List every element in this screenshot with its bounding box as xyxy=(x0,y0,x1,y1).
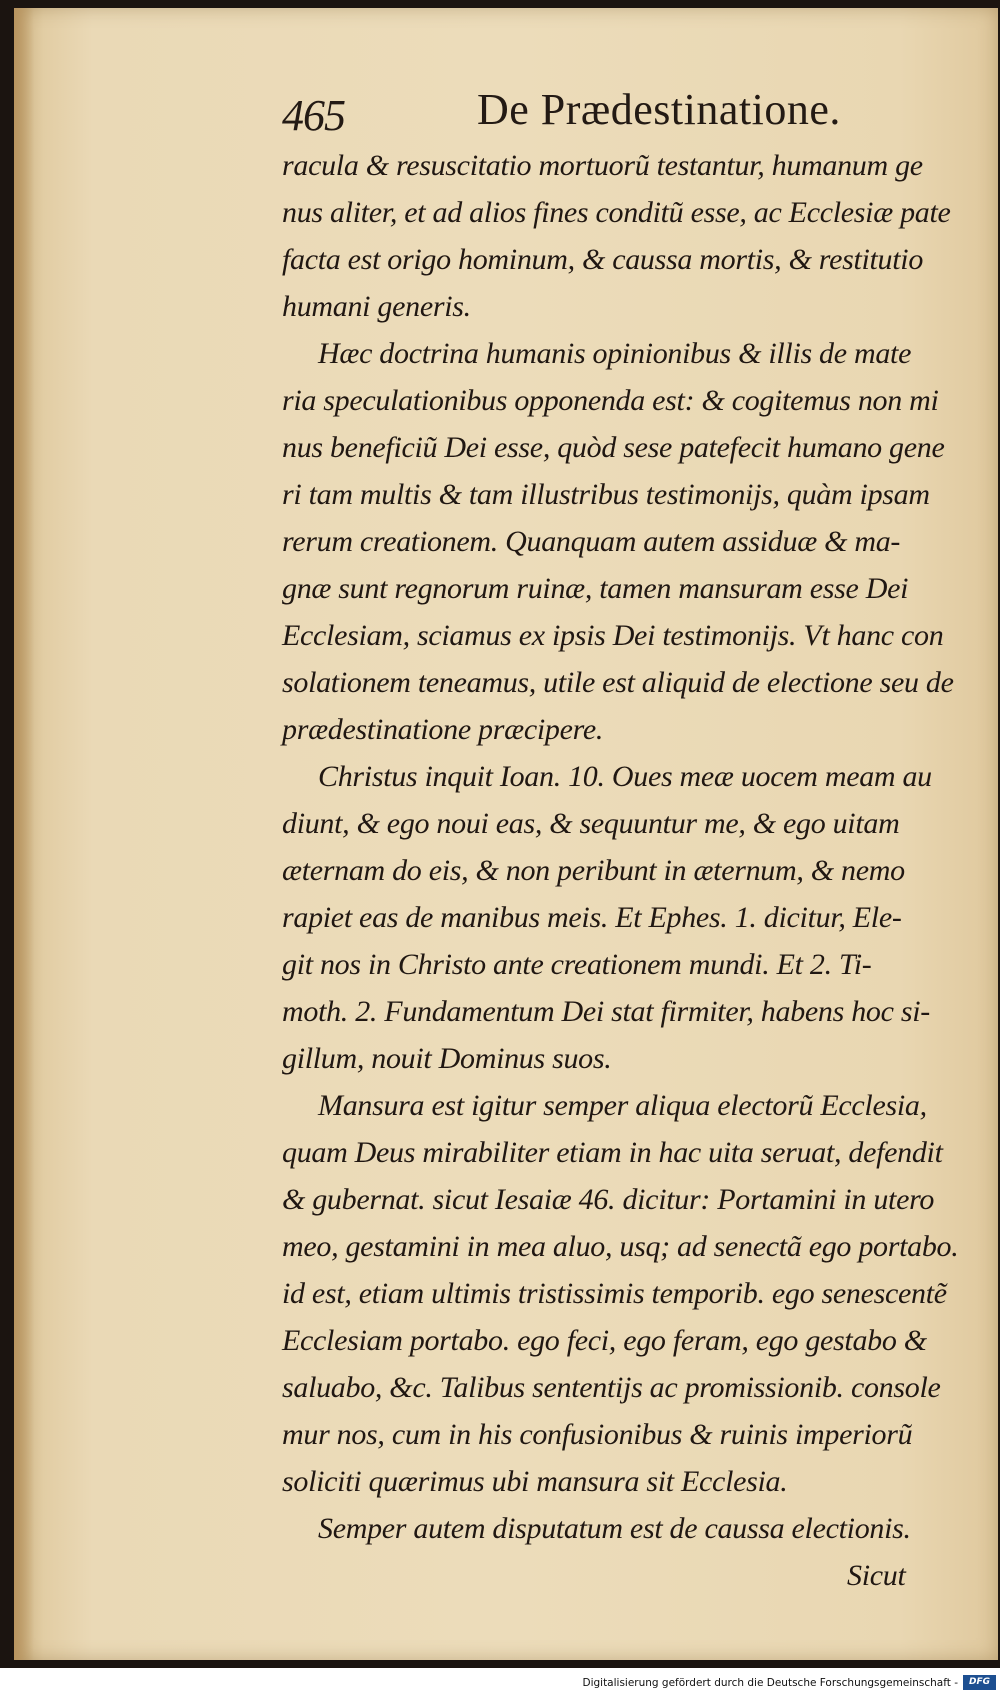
text-line: saluabo, &c. Talibus sententijs ac promissionib. console xyxy=(282,1371,941,1404)
body-text xyxy=(282,142,959,1599)
text-line: Ecclesiam portabo. ego feci, ego feram, ego gestabo & xyxy=(282,1324,927,1357)
text-line: nus beneficiũ Dei esse, quòd sese patefecit humano gene xyxy=(282,431,945,464)
footer-credit: Digitalisierung gefördert durch die Deutsche Forschungsgemeinschaft - xyxy=(582,1677,958,1689)
paragraph-start-line: Semper autem disputatum est de caussa electionis. xyxy=(318,1512,911,1545)
digitization-footer xyxy=(0,1668,1000,1699)
text-line: æternam do eis, & non peribunt in æternum, & nemo xyxy=(282,854,905,887)
text-line: quam Deus mirabiliter etiam in hac uita seruat, defendit xyxy=(282,1136,943,1169)
text-line: ria speculationibus opponenda est: & cogitemus non mi xyxy=(282,384,939,417)
text-line: rerum creationem. Quanquam autem assiduæ & ma- xyxy=(282,525,901,558)
text-line: diunt, & ego noui eas, & sequuntur me, & ego uitam xyxy=(282,807,900,840)
dfg-logo: DFG xyxy=(963,1675,996,1690)
text-line: id est, etiam ultimis tristissimis temporib. ego senescentẽ xyxy=(282,1277,947,1310)
text-line: moth. 2. Fundamentum Dei stat firmiter, habens hoc si- xyxy=(282,995,930,1028)
text-line: ri tam multis & tam illustribus testimonijs, quàm ipsam xyxy=(282,478,930,511)
text-line: facta est origo hominum, & caussa mortis, & restitutio xyxy=(282,243,924,276)
paragraph-start-line: Christus inquit Ioan. 10. Oues meæ uocem meam au xyxy=(318,760,932,793)
paragraph-start-line: Mansura est igitur semper aliqua electorũ Ecclesia, xyxy=(318,1089,927,1122)
text-line: prædestinatione præcipere. xyxy=(282,713,604,746)
text-line: solationem teneamus, utile est aliquid de electione seu de xyxy=(282,666,954,699)
text-line: & gubernat. sicut Iesaiæ 46. dicitur: Portamini in utero xyxy=(282,1183,935,1216)
page-number: 465 xyxy=(282,91,345,140)
text-line: gillum, nouit Dominus suos. xyxy=(282,1042,612,1075)
text-line: soliciti quærimus ubi mansura sit Ecclesia. xyxy=(282,1465,788,1498)
text-line: meo, gestamini in mea aluo, usq; ad senectã ego portabo. xyxy=(282,1230,959,1263)
text-line: nus aliter, et ad alios fines conditũ esse, ac Ecclesiæ pate xyxy=(282,196,951,229)
text-line: mur nos, cum in his confusionibus & ruinis imperiorũ xyxy=(282,1418,913,1451)
text-line: Ecclesiam, sciamus ex ipsis Dei testimonijs. Vt hanc con xyxy=(282,619,944,652)
running-head: De Prædestinatione. xyxy=(477,85,841,134)
catchword: Sicut xyxy=(847,1559,906,1592)
text-line: humani generis. xyxy=(282,290,471,323)
page-header xyxy=(282,80,842,144)
text-line: git nos in Christo ante creationem mundi. Et 2. Ti- xyxy=(282,948,872,981)
text-line: rapiet eas de manibus meis. Et Ephes. 1. dicitur, Ele- xyxy=(282,901,902,934)
text-line: gnæ sunt regnorum ruinæ, tamen mansuram esse Dei xyxy=(282,572,909,605)
paragraph-start-line: Hæc doctrina humanis opinionibus & illis de mate xyxy=(318,337,912,370)
text-line: racula & resuscitatio mortuorũ testantur, humanum ge xyxy=(282,149,923,182)
